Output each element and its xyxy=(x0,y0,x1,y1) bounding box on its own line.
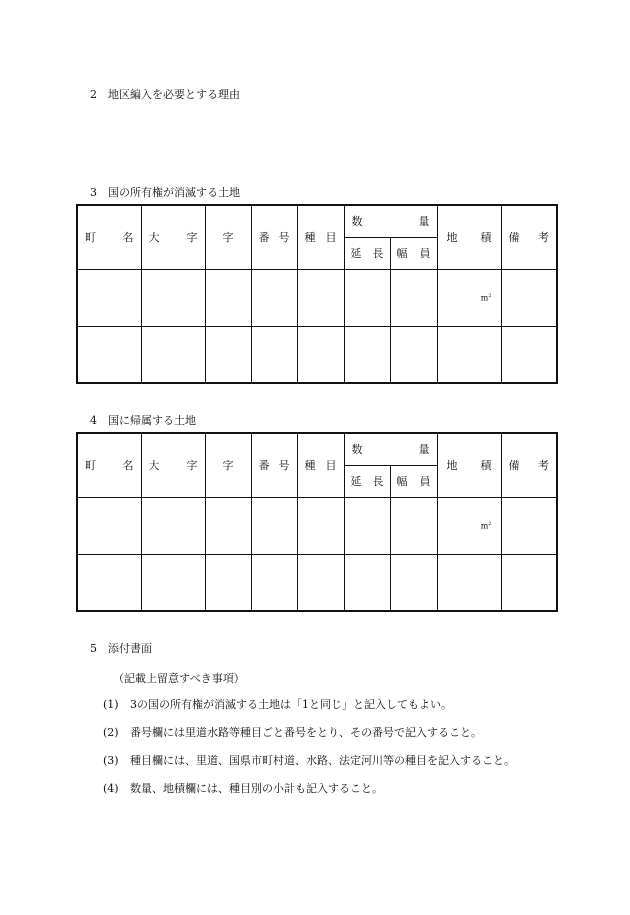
note-item xyxy=(103,780,383,796)
area-unit: $m^2$ xyxy=(437,269,501,326)
header-remarks: 備 考 xyxy=(501,205,557,269)
notes-title: （記載上留意すべき事項） xyxy=(113,672,245,685)
note-item xyxy=(103,696,452,712)
section-number: 5 xyxy=(90,642,97,655)
note-number: (1) xyxy=(103,698,119,711)
header-width: 幅 員 xyxy=(390,237,437,269)
land-table-vested xyxy=(76,432,558,612)
header-town: 町 名 xyxy=(77,433,141,497)
header-area: 地 積 xyxy=(437,205,501,269)
section-title: 国の所有権が消滅する土地 xyxy=(108,186,240,199)
note-text: 数量、地積欄には、種目別の小計も記入すること。 xyxy=(130,782,383,795)
section-number: 3 xyxy=(90,186,97,199)
section-2-heading xyxy=(90,86,240,102)
header-number: 番 号 xyxy=(251,433,297,497)
section-5-heading xyxy=(90,640,152,656)
header-type: 種 目 xyxy=(297,205,344,269)
header-town: 町 名 xyxy=(77,205,141,269)
table-row xyxy=(77,269,557,326)
note-number: (4) xyxy=(103,782,119,795)
header-length: 延 長 xyxy=(344,465,390,497)
header-oaza: 大 字 xyxy=(141,433,205,497)
section-4-heading xyxy=(90,412,196,428)
note-number: (3) xyxy=(103,754,119,767)
header-width: 幅 員 xyxy=(390,465,437,497)
note-item xyxy=(103,752,515,768)
note-text: 種目欄には、里道、国県市町村道、水路、法定河川等の種目を記入すること。 xyxy=(130,754,515,767)
section-number: 4 xyxy=(90,414,97,427)
note-number: (2) xyxy=(103,726,119,739)
note-text: 番号欄には里道水路等種目ごと番号をとり、その番号で記入すること。 xyxy=(130,726,482,739)
header-quantity: 数 量 xyxy=(344,205,437,237)
header-type: 種 目 xyxy=(297,433,344,497)
header-number: 番 号 xyxy=(251,205,297,269)
section-title: 地区編入を必要とする理由 xyxy=(108,88,240,101)
note-text: 3の国の所有権が消滅する土地は「1と同じ」と記入してもよい。 xyxy=(130,698,452,711)
section-title: 添付書面 xyxy=(108,642,152,655)
header-length: 延 長 xyxy=(344,237,390,269)
section-3-heading xyxy=(90,184,240,200)
header-aza: 字 xyxy=(205,205,251,269)
section-title: 国に帰属する土地 xyxy=(108,414,196,427)
header-oaza: 大 字 xyxy=(141,205,205,269)
header-area: 地 積 xyxy=(437,433,501,497)
note-item xyxy=(103,724,482,740)
header-quantity: 数 量 xyxy=(344,433,437,465)
area-unit: $m^2$ xyxy=(437,497,501,554)
land-table-extinguished xyxy=(76,204,558,384)
section-number: 2 xyxy=(90,88,97,101)
table-row xyxy=(77,554,557,611)
table-row xyxy=(77,326,557,383)
table-row xyxy=(77,497,557,554)
header-aza: 字 xyxy=(205,433,251,497)
header-remarks: 備 考 xyxy=(501,433,557,497)
